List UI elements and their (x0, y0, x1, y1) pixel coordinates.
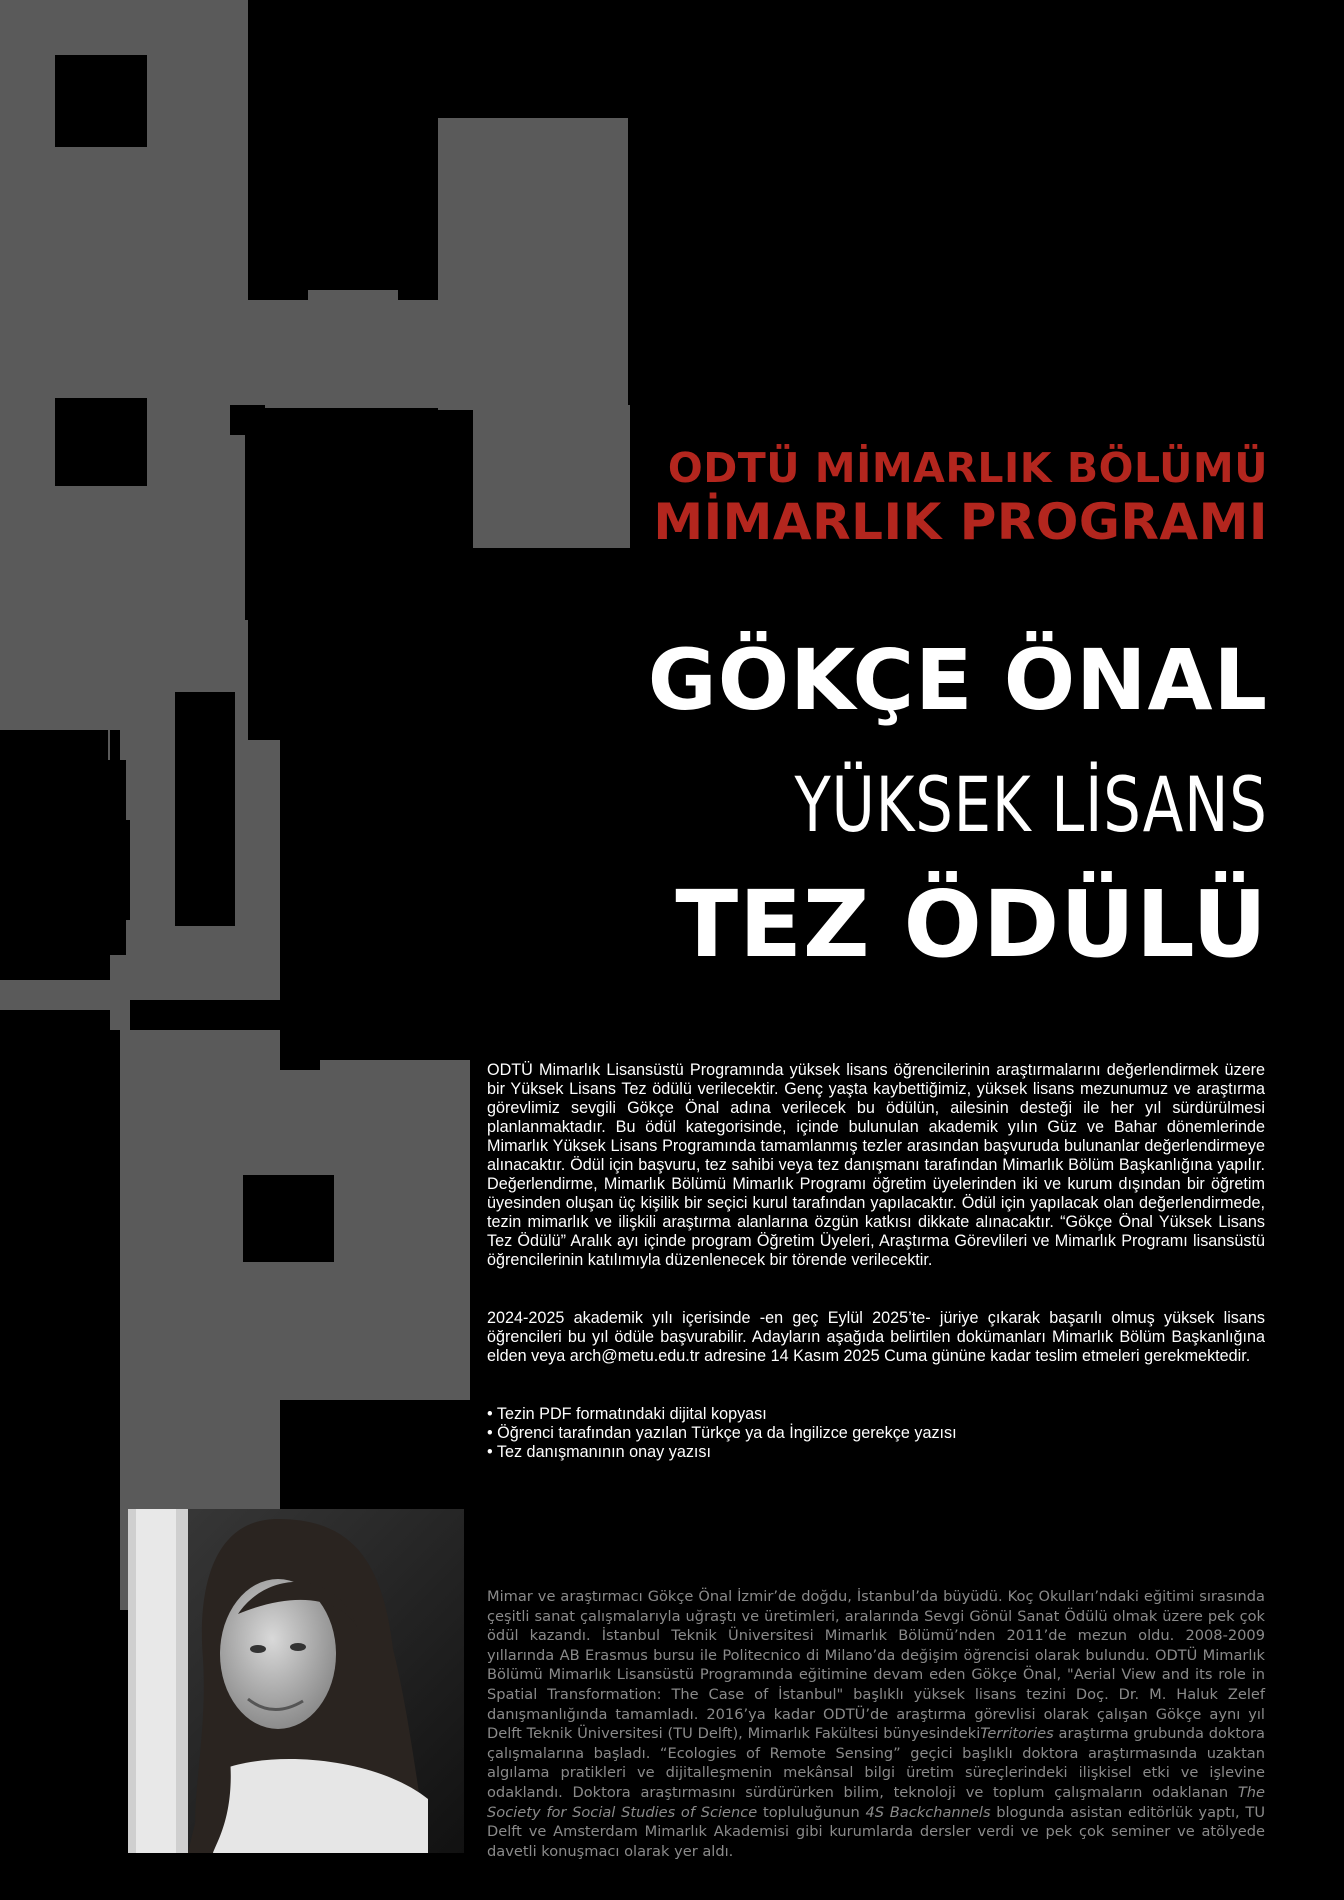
bio-part-2: araştırma grubunda doktora çalışmalarına başladı. “Ecologies of Remote Sensing” geçici başlıklı doktora araştırmasında uzaktan algılama pratikleri ve dijitalleşmenin mekânsal bilgi üretim süreçlerindeki ilişkisel etki ve işlevine odaklandı. Doktora araştırmasını sürdürürken bilim, teknoloji ve toplum çalışmaların odaklanan (487, 1725, 1265, 1801)
requirements-list (487, 1405, 957, 1462)
requirement-item: • Öğrenci tarafından yazılan Türkçe ya da İngilizce gerekçe yazısı (487, 1424, 957, 1443)
announcement-paragraph-1: ODTÜ Mimarlık Lisansüstü Programında yüksek lisans öğrencilerinin araştırmalarını değerlendirmek üzere bir Yüksek Lisans Tez ödülü verilecektir. Genç yaşta kaybettiğimiz, yüksek lisans mezunumuz ve araştırma görevlimiz sevgili Gökçe Önal adına verilecek bu ödülün, ailesinin desteği ile her yıl sürdürülmesi planlanmaktadır. Bu ödül kategorisinde, içinde bulunulan akademik yılın Güz ve Bahar dönemlerinde Mimarlık Yüksek Lisans Programında tamamlanmış tezler arasından başvuruda bulunanlar değerlendirmeye alınacaktır. Ödül için başvuru, tez sahibi veya tez danışmanı tarafından Mimarlık Bölüm Başkanlığına yapılır. Değerlendirme, Mimarlık Bölümü Mimarlık Programı öğretim üyelerinden iki ve kurum dışından bir öğretim üyesinden oluşan üç kişilik bir seçici kurul tarafından yapılacaktır. Ödül için yapılacak olan değerlendirmede, tezin mimarlık ve ilişkili araştırma alanlarına özgün katkısı dikkate alınacaktır. “Gökçe Önal Yüksek Lisans Tez Ödülü” Aralık ayı içinde program Öğretim Üyeleri, Araştırma Görevlileri ve Mimarlık Programı lisansüstü öğrencilerinin katılımıyla düzenlenecek bir törende verilecektir. (487, 1061, 1265, 1269)
plan-block (0, 980, 130, 1010)
department-line-2: MİMARLIK PROGRAMI (653, 493, 1268, 551)
plan-void (245, 410, 473, 620)
bio-blog-name: 4S Backchannels (865, 1803, 991, 1821)
department-line-1: ODTÜ MİMARLIK BÖLÜMÜ (667, 444, 1268, 492)
plan-block (470, 405, 630, 548)
plan-void (248, 620, 360, 740)
plan-void (175, 692, 235, 926)
department-heading (653, 443, 1268, 551)
bio-group-name: Territories (980, 1725, 1054, 1743)
biography-text (487, 1587, 1265, 1861)
award-title: TEZ ÖDÜLÜ (675, 871, 1268, 978)
bio-society-name: The Society for Social Studies of Science (487, 1783, 1265, 1821)
plan-block (308, 290, 398, 310)
announcement-paragraph-2: 2024-2025 akademik yılı içerisinde -en geç Eylül 2025’te- jüriye çıkarak başarılı olmuş yüksek lisans öğrencileri bu yıl ödüle başvurabilir. Adayların aşağıda belirtilen dokümanları Mimarlık Bölüm Başkanlığına elden veya arch@metu.edu.tr adresine 14 Kasım 2025 Cuma gününe kadar teslim etmeleri gerekmektedir. (487, 1309, 1265, 1365)
plan-block (215, 300, 510, 408)
plan-void (130, 1000, 280, 1030)
award-name: GÖKÇE ÖNAL (647, 631, 1268, 729)
plan-void (55, 55, 147, 147)
plan-void (280, 1040, 320, 1070)
requirement-item: • Tezin PDF formatındaki dijital kopyası (487, 1405, 957, 1424)
portrait-photo (128, 1509, 464, 1853)
bio-part-3: topluluğunun (757, 1803, 866, 1821)
plan-void (55, 398, 147, 486)
requirement-item: • Tez danışmanının onay yazısı (487, 1443, 957, 1462)
plan-void (0, 1010, 110, 1610)
bio-part-1: Mimar ve araştırmacı Gökçe Önal İzmir’de doğdu, İstanbul’da büyüdü. Koç Okulları’ndaki eğitimi sırasında çeşitli sanat çalışmalarıyla uğraştı ve üretimleri, aralarında Sevgi Gönül Sanat Ödülü olmak üzere pek çok ödül kazandı. İstanbul Teknik Üniversitesi Mimarlık Bölümü’nden 2011’de mezun oldu. 2008-2009 yıllarında AB Erasmus bursu ile Politecnico di Milano’da değişim öğrencisi olarak bulundu. ODTÜ Mimarlık Bölümü Mimarlık Lisansüstü Programında eğitimine devam eden Gökçe Önal, "Aerial View and its role in Spatial Transformation: The Case of İstanbul" başlıklı yüksek lisans tezini Doç. Dr. M. Haluk Zelef danışmanlığında tamamladı. 2016’ya kadar ODTÜ’de araştırma görevlisi olarak çalışan Gökçe aynı yıl Delft Teknik Üniversitesi (TU Delft), Mimarlık Fakültesi bünyesindeki (487, 1588, 1265, 1743)
award-subtitle: YÜKSEK LİSANS (794, 760, 1268, 849)
plan-void (110, 820, 130, 920)
bio-part-4: blogunda asistan editörlük yaptı, TU Delft ve Amsterdam Mimarlık Akademisi gibi kurumlarda dersler verdi ve pek çok seminer ve atölyede davetli konuşmacı olarak yer aldı. (487, 1803, 1266, 1860)
plan-void (243, 1175, 334, 1262)
portrait-image (128, 1509, 464, 1853)
plan-void (230, 405, 265, 435)
plan-void (0, 910, 110, 980)
